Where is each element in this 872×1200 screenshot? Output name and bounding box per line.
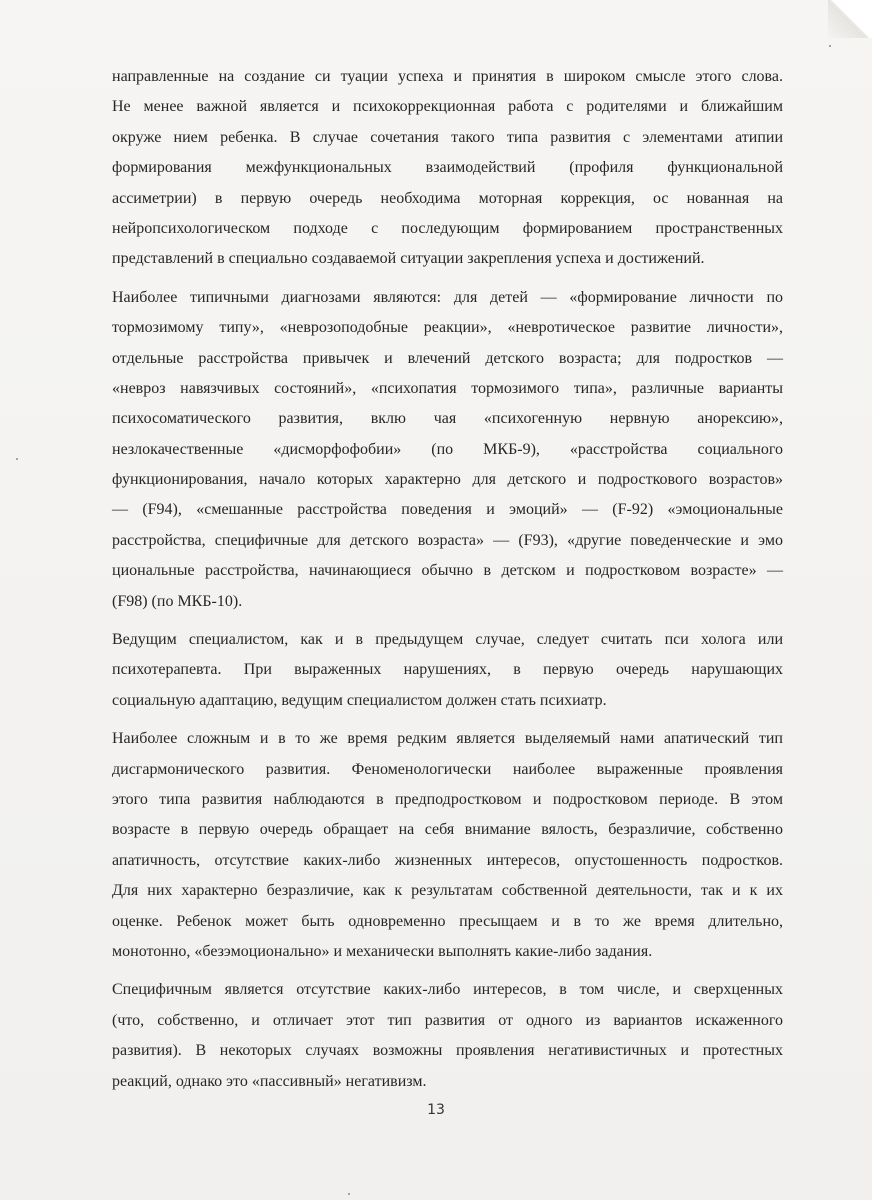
text-line: циональные расстройства, начинающиеся обычно в детском и подростковом возрасте» — [112, 562, 783, 580]
text-line: Для них характерно безразличие, как к результатам собственной деятельности, так и к их [112, 882, 783, 900]
text-line: представлений в специально создаваемой ситуации закрепления успеха и достижений. [112, 250, 705, 268]
text-line: отдельные расстройства привычек и влечений детского возраста; для подростков — [112, 349, 783, 367]
text-line: расстройства, специфичные для детского возраста» — (F93), «другие поведенческие и эмо [112, 531, 783, 549]
paper-speck [829, 45, 831, 47]
text-line: социальную адаптацию, ведущим специалистом должен стать психиатр. [112, 691, 607, 709]
text-line: окруже нием ребенка. В случае сочетания такого типа развития с элементами атипии [112, 128, 783, 146]
text-line: «невроз навязчивых состояний», «психопатия тормозимого типа», различные варианты [112, 379, 783, 397]
text-line: тормозимому типу», «неврозоподобные реакции», «невротическое развитие личности», [112, 319, 783, 337]
paragraph-2 [112, 283, 783, 617]
text-line: развития). В некоторых случаях возможны проявления негативистичных и протестных [112, 1042, 783, 1060]
text-line: оценке. Ребенок может быть одновременно пресыщаем и в то же время длительно, [112, 912, 783, 930]
text-line: Ведущим специалистом, как и в предыдущем случае, следует считать пси холога или [112, 631, 783, 649]
text-line: (что, собственно, и отличает этот тип развития от одного из вариантов искаженного [112, 1011, 783, 1029]
paragraph-1 [112, 62, 783, 275]
text-line: возрасте в первую очередь обращает на себя внимание вялость, безразличие, собственно [112, 821, 783, 839]
text-line: Не менее важной является и психокоррекционная работа с родителями и ближайшим [112, 98, 783, 116]
paragraph-4 [112, 724, 783, 967]
text-line: функционирования, начало которых характерно для детского и подросткового возрастов» [112, 471, 783, 489]
text-line: (F98) (по МКБ-10). [112, 592, 243, 610]
text-line: Наиболее типичными диагнозами являются: для детей — «формирование личности по [112, 288, 783, 306]
text-line: дисгармонического развития. Феноменологически наиболее выраженные проявления [112, 760, 783, 778]
text-line: незлокачественные «дисморфофобии» (по МКБ-9), «расстройства социального [112, 440, 783, 458]
text-line: этого типа развития наблюдаются в предподростковом и подростковом периоде. В этом [112, 790, 783, 808]
paper-speck [348, 1193, 350, 1195]
text-line: психотерапевта. При выраженных нарушениях, в первую очередь нарушающих [112, 661, 783, 679]
text-line: формирования межфункциональных взаимодействий (профиля функциональной [112, 159, 783, 177]
paragraph-3 [112, 625, 783, 716]
text-line: апатичность, отсутствие каких-либо жизненных интересов, опустошенность подростков. [112, 851, 783, 869]
text-line: нейропсихологическом подходе с последующим формированием пространственных [112, 219, 783, 237]
folded-corner [828, 0, 872, 38]
paragraph-5 [112, 975, 783, 1097]
text-line: Наиболее сложным и в то же время редким является выделяемый нами апатический тип [112, 730, 783, 748]
text-line: — (F94), «смешанные расстройства поведения и эмоций» — (F-92) «эмоциональные [112, 501, 783, 519]
body-text [112, 62, 783, 1105]
text-line: монотонно, «безэмоционально» и механически выполнять какие-либо задания. [112, 942, 653, 960]
text-line: реакций, однако это «пассивный» негативизм. [112, 1072, 427, 1090]
text-line: ассиметрии) в первую очередь необходима моторная коррекция, ос нованная на [112, 189, 783, 207]
text-line: Специфичным является отсутствие каких-либо интересов, в том числе, и сверхценных [112, 981, 783, 999]
text-line: психосоматического развития, вклю чая «психогенную нервную анорексию», [112, 410, 783, 428]
text-line: направленные на создание си туации успеха и принятия в широком смысле этого слова. [112, 68, 783, 85]
page-number: 13 [427, 1102, 445, 1118]
paper-speck [16, 458, 18, 460]
